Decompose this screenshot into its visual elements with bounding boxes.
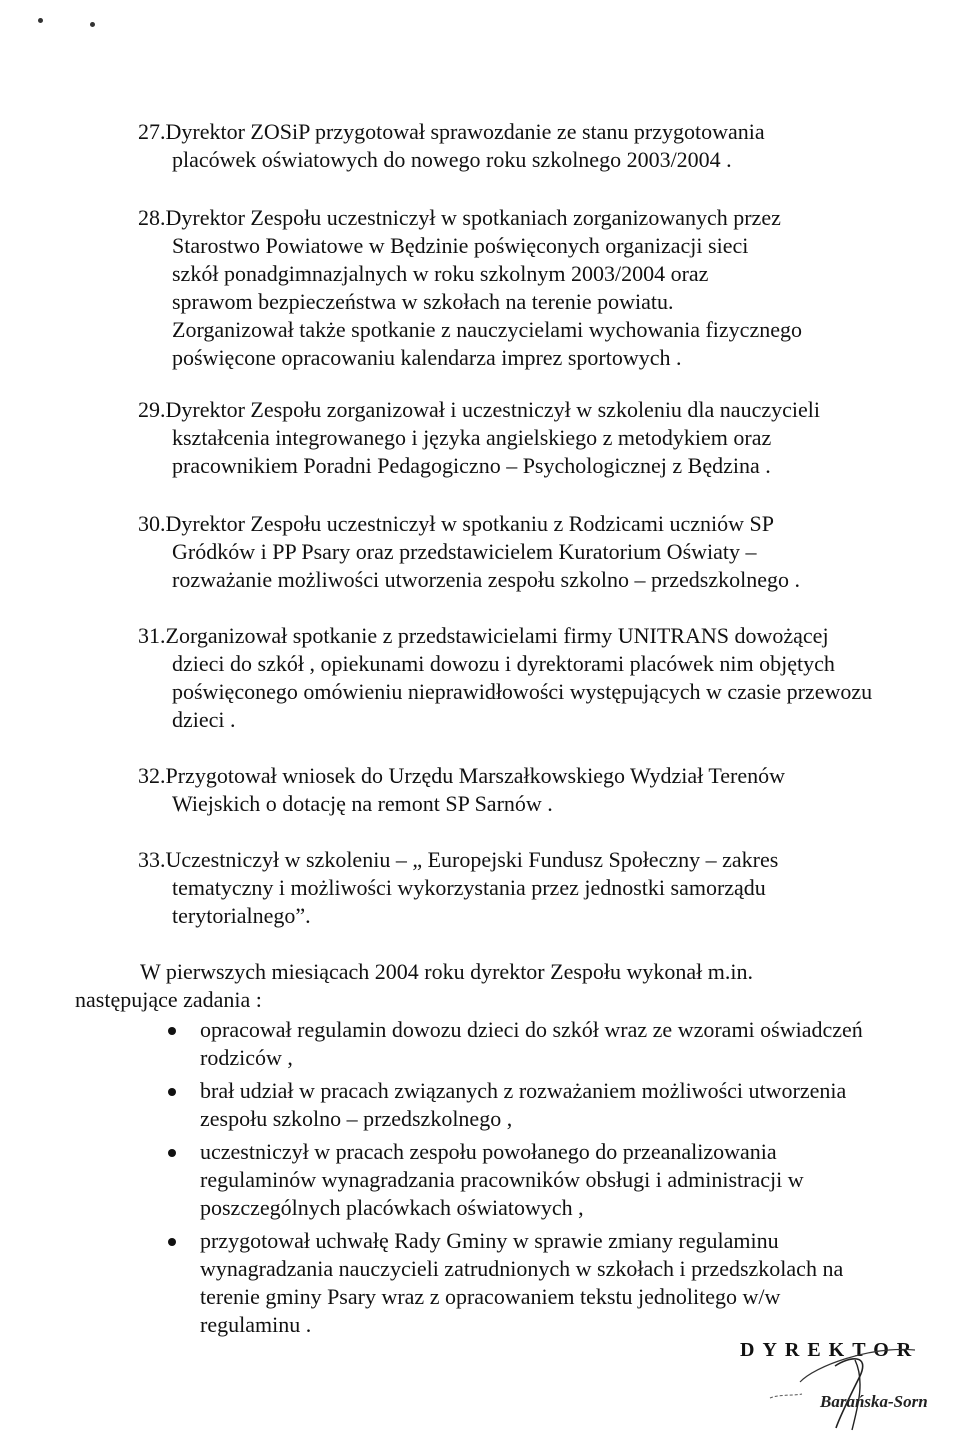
item-line: Dyrektor Zespołu uczestniczył w spotkaniach zorganizowanych przez xyxy=(165,205,781,230)
item-line: sprawom bezpieczeństwa w szkołach na terenie powiatu. xyxy=(172,289,674,314)
item-line: Dyrektor Zespołu uczestniczył w spotkaniu z Rodzicami uczniów SP xyxy=(165,511,775,536)
bullet-item xyxy=(160,1016,940,1072)
item-number: 31. xyxy=(138,623,166,648)
bullet-line: rodziców , xyxy=(200,1045,293,1070)
list-item-29 xyxy=(138,396,928,480)
bullet-line: przygotował uchwałę Rady Gminy w sprawie zmiany regulaminu xyxy=(200,1228,779,1253)
signature-title: DYREKTOR xyxy=(740,1339,920,1361)
signature-name: Barańska-Sorn xyxy=(820,1392,928,1411)
bullet-line: wynagradzania nauczycieli zatrudnionych w szkołach i przedszkolach na xyxy=(200,1256,844,1281)
bullet-line: uczestniczył w pracach zespołu powołanego do przeanalizowania xyxy=(200,1139,777,1164)
bullet-line: poszczególnych placówkach oświatowych , xyxy=(200,1195,584,1220)
item-line: Zorganizował spotkanie z przedstawicielami firmy UNITRANS dowożącej xyxy=(165,623,829,648)
item-line: poświęconego omówieniu nieprawidłowości występujących w czasie przewozu xyxy=(172,679,873,704)
item-line: kształcenia integrowanego i języka angielskiego z metodykiem oraz xyxy=(172,425,772,450)
handwritten-signature-icon xyxy=(740,1336,950,1432)
item-number: 29. xyxy=(138,397,166,422)
item-line: rozważanie możliwości utworzenia zespołu szkolno – przedszkolnego . xyxy=(172,567,801,592)
scan-speck xyxy=(38,18,43,23)
bullet-line: brał udział w pracach związanych z rozważaniem możliwości utworzenia xyxy=(200,1078,847,1103)
scan-speck xyxy=(90,22,95,27)
intro-line: W pierwszych miesiącach 2004 roku dyrektor Zespołu wykonał m.in. xyxy=(140,959,753,984)
list-item-27 xyxy=(138,118,928,174)
item-line: Uczestniczył w szkoleniu – „ Europejski Fundusz Społeczny – zakres xyxy=(165,847,779,872)
item-line: Wiejskich o dotację na remont SP Sarnów . xyxy=(172,791,553,816)
item-line: tematyczny i możliwości wykorzystania przez jednostki samorządu xyxy=(172,875,766,900)
item-line: placówek oświatowych do nowego roku szkolnego 2003/2004 . xyxy=(172,147,732,172)
item-line: Przygotował wniosek do Urzędu Marszałkowskiego Wydział Terenów xyxy=(165,763,786,788)
item-line: Dyrektor ZOSiP przygotował sprawozdanie ze stanu przygotowania xyxy=(165,119,765,144)
item-line: Gródków i PP Psary oraz przedstawicielem Kuratorium Oświaty – xyxy=(172,539,757,564)
item-number: 33. xyxy=(138,847,166,872)
bullet-item xyxy=(160,1138,940,1222)
item-line: dzieci do szkół , opiekunami dowozu i dyrektorami placówek nim objętych xyxy=(172,651,835,676)
bullet-line: terenie gminy Psary wraz z opracowaniem tekstu jednolitego w/w xyxy=(200,1284,781,1309)
bullet-item xyxy=(160,1077,940,1133)
list-item-32 xyxy=(138,762,928,818)
item-number: 27. xyxy=(138,119,166,144)
list-item-30 xyxy=(138,510,928,594)
item-line: pracownikiem Poradni Pedagogiczno – Psychologicznej z Będzina . xyxy=(172,453,771,478)
item-number: 28. xyxy=(138,205,166,230)
bullet-line: opracował regulamin dowozu dzieci do szkół wraz ze wzorami oświadczeń xyxy=(200,1017,863,1042)
item-number: 32. xyxy=(138,763,166,788)
bullet-line: regulaminu . xyxy=(200,1312,312,1337)
signature-stamp xyxy=(740,1336,950,1426)
item-line: dzieci . xyxy=(172,707,236,732)
item-line: poświęcone opracowaniu kalendarza imprez sportowych . xyxy=(172,345,682,370)
intro-line: następujące zadania : xyxy=(75,987,262,1012)
bullet-line: zespołu szkolno – przedszkolnego , xyxy=(200,1106,513,1131)
list-item-31 xyxy=(138,622,928,734)
item-number: 30. xyxy=(138,511,166,536)
item-line: szkół ponadgimnazjalnych w roku szkolnym 2003/2004 oraz xyxy=(172,261,709,286)
item-line: Dyrektor Zespołu zorganizował i uczestniczył w szkoleniu dla nauczycieli xyxy=(165,397,820,422)
list-item-28 xyxy=(138,204,928,372)
tasks-intro-paragraph xyxy=(75,958,935,1014)
list-item-33 xyxy=(138,846,928,930)
item-line: Zorganizował także spotkanie z nauczycielami wychowania fizycznego xyxy=(172,317,802,342)
item-line: Starostwo Powiatowe w Będzinie poświęconych organizacji sieci xyxy=(172,233,749,258)
tasks-bullet-list xyxy=(160,1016,940,1344)
bullet-item xyxy=(160,1227,940,1339)
item-line: terytorialnego”. xyxy=(172,903,311,928)
bullet-line: regulaminów wynagradzania pracowników obsługi i administracji w xyxy=(200,1167,804,1192)
